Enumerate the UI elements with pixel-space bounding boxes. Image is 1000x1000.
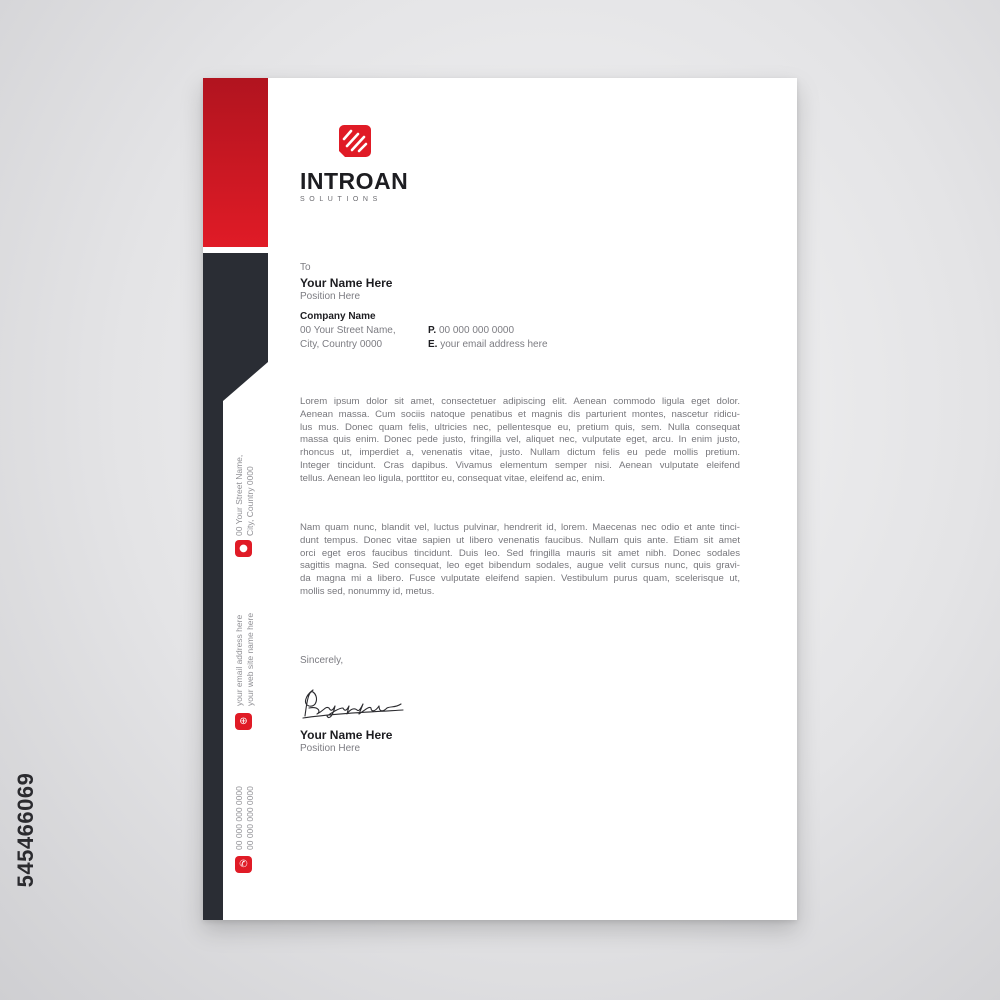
letterhead-page — [203, 78, 797, 920]
recipient-city: City, Country 0000 — [300, 339, 383, 350]
sender-position: Position Here — [300, 743, 361, 754]
sender-name: Your Name Here — [300, 728, 393, 742]
globe-icon: ⊕ — [235, 713, 252, 730]
body-paragraph-1: Lorem ipsum dolor sit amet, consectetuer adipiscing elit. Aenean commodo ligula eget dolor. Aenean massa. Cum sociis natoque penatibus et magnis dis parturient montes, nascetur ridicu- lus mus. Donec quam felis, ultricies nec, pellentesque eu, pretium quis, sem. Nulla consequat massa quis enim. Donec pede justo, fringilla vel, aliquet nec, vulputate eget, arcu. In enim justo, rhoncus ut, imperdiet a, venenatis vitae, justo. Nullam dictum felis eu pede mollis pretium. Integer tincidunt. Cras dapibus. Vivamus elementum semper nisi. Aenean vulputate eleifend tellus. Aenean leo ligula, porttitor eu, consequat vitae, eleifend ac, enim. — [300, 396, 740, 484]
recipient-name: Your Name Here — [300, 276, 393, 290]
to-label: To — [300, 262, 311, 273]
salutation: Sincerely, — [300, 655, 344, 666]
recipient-position: Position Here — [300, 291, 361, 302]
brand-name: INTROAN — [300, 168, 409, 194]
body-paragraph-2: Nam quam nunc, blandit vel, luctus pulvinar, hendrerit id, lorem. Maecenas nec odio et ante tinci- dunt tempus. Donec vitae sapien ut libero venenatis faucibus. Nullam quis ante. Etiam sit amet orci eget eros faucibus tincidunt. Duis leo. Sed fringilla mauris sit amet nibh. Donec sodales sagittis magna. Sed consequat, leo eget bibendum sodales, augue velit cursus nunc, quis gravi- da magna mi a libero. Fusce vulputate eleifend sapien. Vestibulum purus quam, scelerisque ut, mollis sed, nonummy id, metus. — [300, 522, 740, 597]
sidebar-web: your email address here your web site name here — [234, 612, 255, 706]
sidebar-red-band — [203, 78, 268, 247]
recipient-phone: P. 00 000 000 0000 — [428, 325, 515, 336]
location-pin-icon: ● — [235, 540, 252, 557]
stock-id-text: 545466069 — [13, 772, 38, 888]
company-name: Company Name — [300, 311, 376, 322]
recipient-street: 00 Your Street Name, — [300, 325, 396, 336]
brand-tagline: SOLUTIONS — [300, 196, 382, 203]
sidebar-address: 00 Your Street Name, City, Country 0000 — [234, 454, 255, 536]
recipient-email: E. your email address here — [428, 339, 548, 350]
phone-icon: ✆ — [235, 856, 252, 873]
stock-id-watermark — [6, 756, 46, 904]
signature-image — [299, 686, 409, 722]
sidebar-phone: 00 000 000 0000 00 000 000 0000 — [234, 786, 255, 850]
diagonal-stripes-logo-icon — [339, 125, 371, 157]
